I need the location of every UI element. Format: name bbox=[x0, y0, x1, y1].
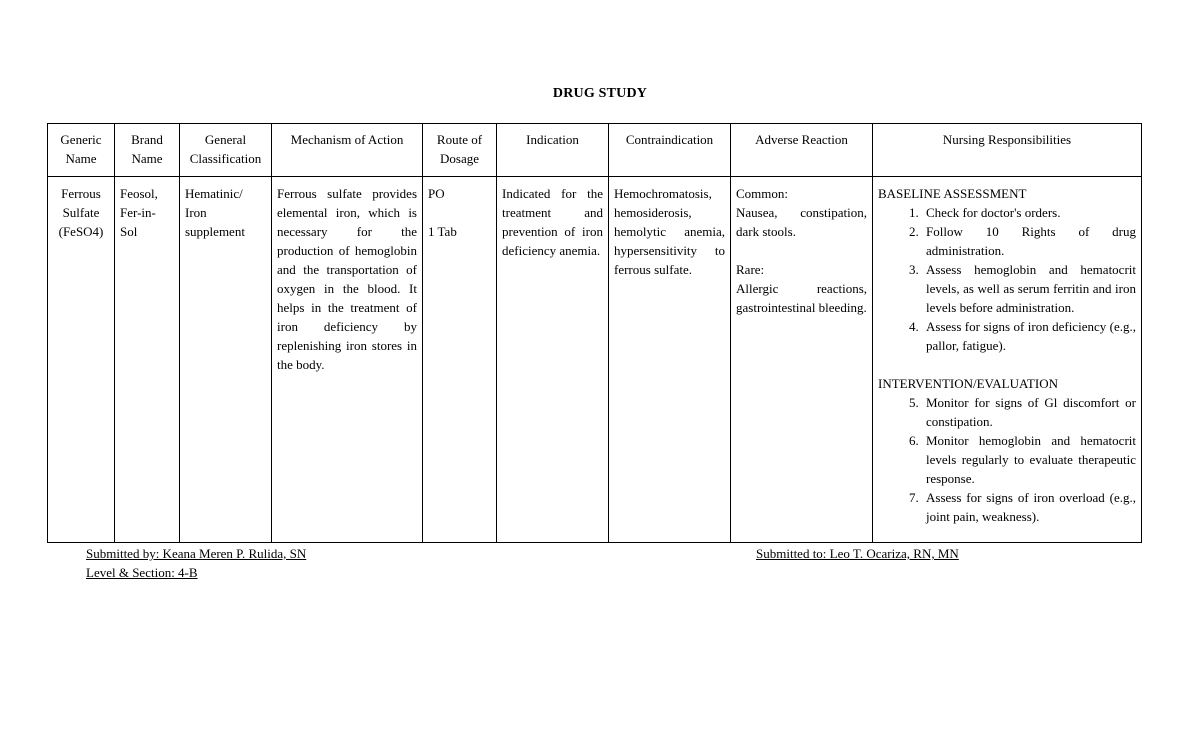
intervention-evaluation-list bbox=[878, 393, 1136, 526]
table-header-row bbox=[48, 124, 1142, 177]
list-item: 7. Assess for signs of iron overload (e.g., joint pain, weakness). bbox=[922, 488, 1136, 526]
baseline-assessment-heading: BASELINE ASSESSMENT bbox=[878, 186, 1027, 201]
intervention-evaluation-heading: INTERVENTION/EVALUATION bbox=[878, 376, 1058, 391]
list-item: 1. Check for doctor's orders. bbox=[922, 203, 1136, 222]
adverse-common-text: Nausea, constipation, dark stools. bbox=[736, 205, 867, 239]
cell-nursing-responsibilities bbox=[873, 177, 1142, 543]
header-adverse-reaction: Adverse Reaction bbox=[731, 124, 873, 177]
cell-indication: Indicated for the treatment and prevention of iron deficiency anemia. bbox=[497, 177, 609, 543]
header-nursing-responsibilities: Nursing Responsibilities bbox=[873, 124, 1142, 177]
route-value: PO bbox=[428, 186, 445, 201]
table-row bbox=[48, 177, 1142, 543]
header-general-classification: General Classification bbox=[180, 124, 272, 177]
adverse-rare-label: Rare: bbox=[736, 262, 765, 277]
list-item: 3. Assess hemoglobin and hematocrit levels, as well as serum ferritin and iron levels before administration. bbox=[922, 260, 1136, 317]
header-contraindication: Contraindication bbox=[609, 124, 731, 177]
list-item: 5. Monitor for signs of Gl discomfort or constipation. bbox=[922, 393, 1136, 431]
adverse-rare-text: Allergic reactions, gastrointestinal bleeding. bbox=[736, 281, 867, 315]
cell-general-classification: Hematinic/ Iron supplement bbox=[180, 177, 272, 543]
list-item: 6. Monitor hemoglobin and hematocrit levels regularly to evaluate therapeutic response. bbox=[922, 431, 1136, 488]
adverse-common-label: Common: bbox=[736, 186, 789, 201]
cell-contraindication: Hemochromatosis, hemosiderosis, hemolytic anemia, hypersensitivity to ferrous sulfate. bbox=[609, 177, 731, 543]
header-indication: Indication bbox=[497, 124, 609, 177]
submitted-by: Submitted by: Keana Meren P. Rulida, SN bbox=[86, 546, 307, 561]
submitted-to: Submitted to: Leo T. Ocariza, RN, MN bbox=[756, 546, 959, 561]
dosage-value: 1 Tab bbox=[428, 224, 457, 239]
baseline-assessment-list bbox=[878, 203, 1136, 355]
cell-generic-name: Ferrous Sulfate (FeSO4) bbox=[48, 177, 115, 543]
header-mechanism-of-action: Mechanism of Action bbox=[272, 124, 423, 177]
level-section: Level & Section: 4-B bbox=[86, 565, 198, 580]
list-item: 2. Follow 10 Rights of drug administration. bbox=[922, 222, 1136, 260]
cell-mechanism-of-action: Ferrous sulfate provides elemental iron, which is necessary for the production of hemoglobin and the transportation of oxygen in the blood. It helps in the treatment of iron deficiency by replenishing iron stores in the body. bbox=[272, 177, 423, 543]
cell-route-of-dosage bbox=[423, 177, 497, 543]
header-brand-name: Brand Name bbox=[115, 124, 180, 177]
drug-study-table bbox=[47, 123, 1142, 543]
page-title: DRUG STUDY bbox=[552, 86, 648, 101]
cell-adverse-reaction bbox=[731, 177, 873, 543]
header-generic-name: Generic Name bbox=[48, 124, 115, 177]
cell-brand-name: Feosol, Fer-in- Sol bbox=[115, 177, 180, 543]
list-item: 4. Assess for signs of iron deficiency (e.g., pallor, fatigue). bbox=[922, 317, 1136, 355]
header-route-of-dosage: Route of Dosage bbox=[423, 124, 497, 177]
